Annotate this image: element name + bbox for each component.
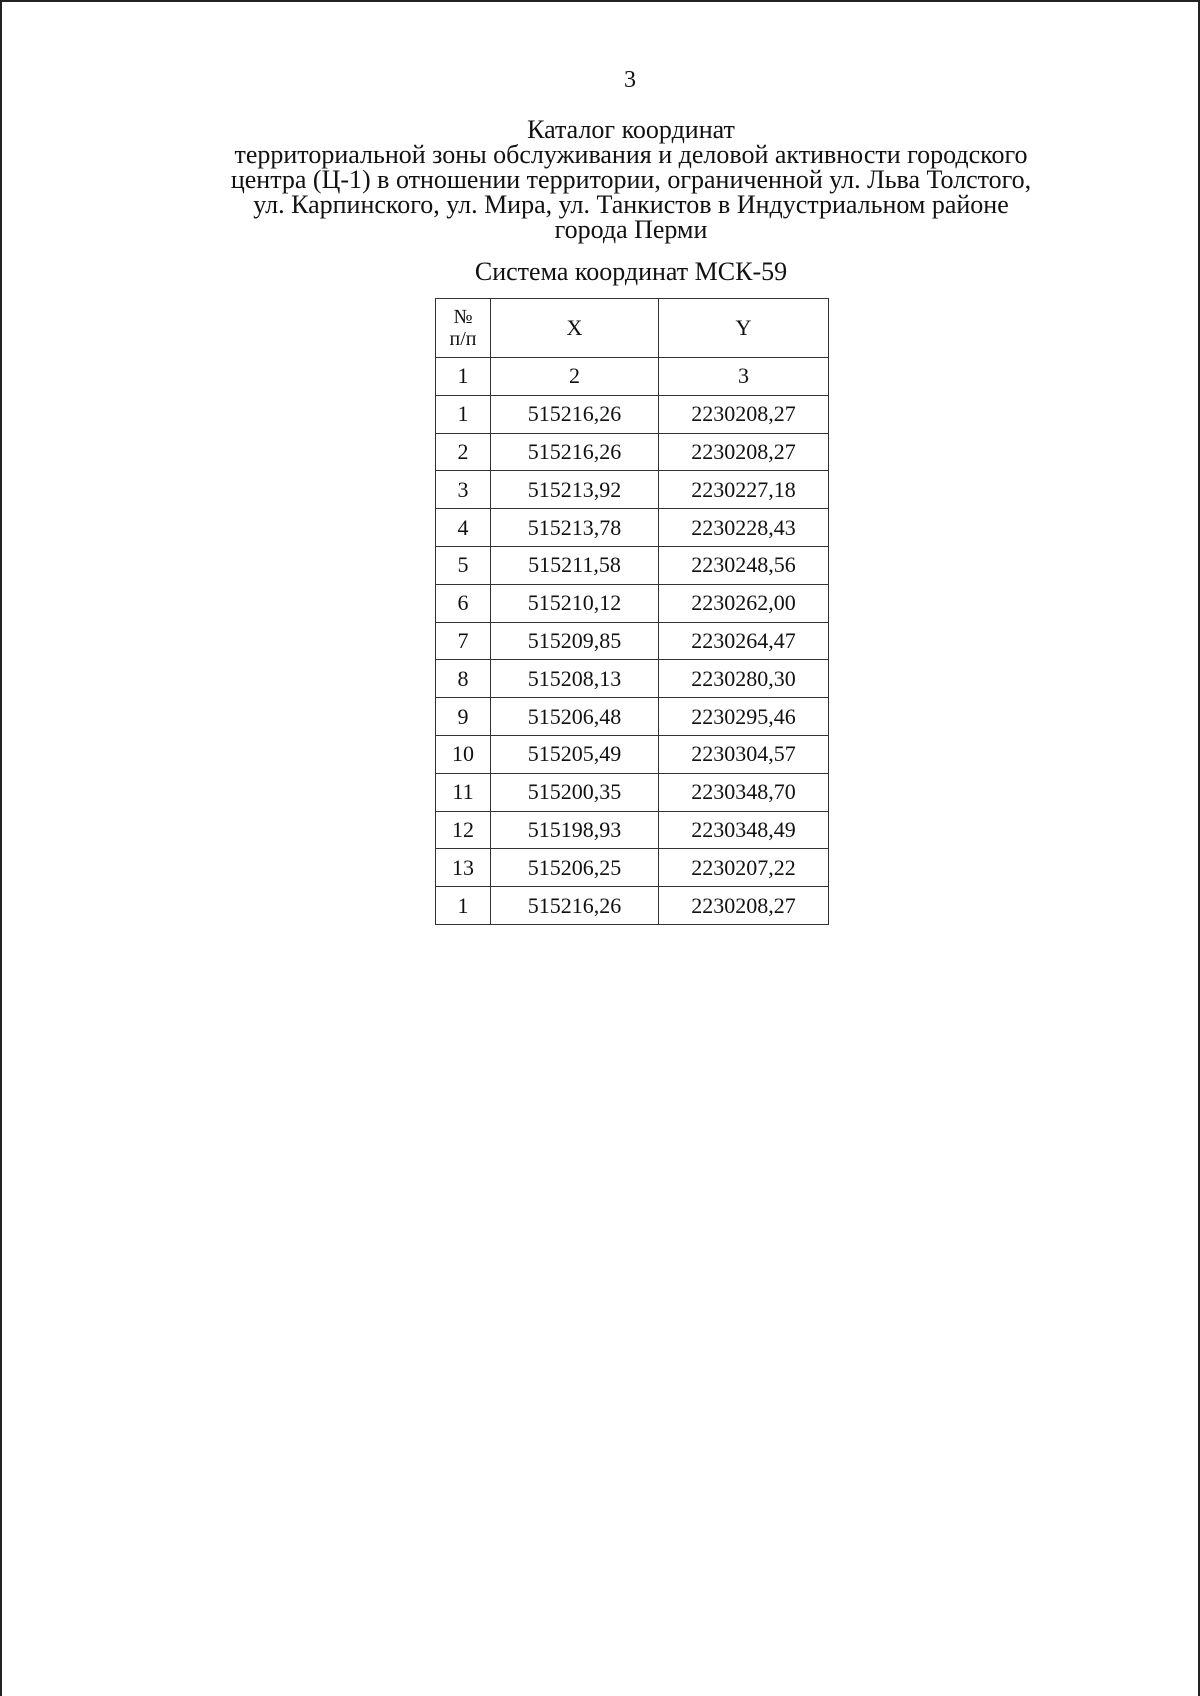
point-number-cell: 7 (436, 622, 491, 660)
point-number-cell: 2 (436, 433, 491, 471)
table-row (436, 887, 829, 925)
point-number-cell: 11 (436, 773, 491, 811)
x-coordinate-cell: 515213,78 (491, 509, 659, 547)
table-row (436, 546, 829, 584)
table-row (436, 773, 829, 811)
x-coordinate-cell: 515198,93 (491, 811, 659, 849)
x-coordinate-cell: 515206,48 (491, 698, 659, 736)
header-x: X (491, 299, 659, 358)
column-number-cell: 1 (436, 358, 491, 396)
point-number-cell: 5 (436, 546, 491, 584)
table-row (436, 660, 829, 698)
table-row (436, 622, 829, 660)
point-number-cell: 1 (436, 395, 491, 433)
title-line: территориальной зоны обслуживания и деловой активности городского (234, 140, 1028, 169)
y-coordinate-cell: 2230304,57 (659, 735, 829, 773)
table-row (436, 584, 829, 622)
title-line: центра (Ц-1) в отношении территории, ограниченной ул. Льва Толстого, (230, 165, 1032, 194)
y-coordinate-cell: 2230208,27 (659, 433, 829, 471)
header-y: Y (659, 299, 829, 358)
column-number-row (436, 358, 829, 396)
table-header-row (436, 299, 829, 358)
point-number-cell: 4 (436, 509, 491, 547)
table-row (436, 471, 829, 509)
table-row (436, 433, 829, 471)
column-number-cell: 3 (659, 358, 829, 396)
x-coordinate-cell: 515205,49 (491, 735, 659, 773)
point-number-cell: 10 (436, 735, 491, 773)
y-coordinate-cell: 2230227,18 (659, 471, 829, 509)
table-row (436, 811, 829, 849)
y-coordinate-cell: 2230228,43 (659, 509, 829, 547)
y-coordinate-cell: 2230208,27 (659, 395, 829, 433)
title-line: ул. Карпинского, ул. Мира, ул. Танкистов в Индустриальном районе (253, 190, 1009, 219)
point-number-cell: 12 (436, 811, 491, 849)
table-row (436, 698, 829, 736)
point-number-cell: 1 (436, 887, 491, 925)
table-row (436, 735, 829, 773)
table-row (436, 509, 829, 547)
coordinate-system-title: Система координат МСК-59 (474, 257, 788, 286)
x-coordinate-cell: 515209,85 (491, 622, 659, 660)
x-coordinate-cell: 515213,92 (491, 471, 659, 509)
y-coordinate-cell: 2230348,70 (659, 773, 829, 811)
document-title (160, 117, 1102, 242)
point-number-cell: 6 (436, 584, 491, 622)
page-number: 3 (624, 67, 636, 93)
x-coordinate-cell: 515216,26 (491, 433, 659, 471)
y-coordinate-cell: 2230295,46 (659, 698, 829, 736)
title-line: города Перми (554, 215, 708, 244)
y-coordinate-cell: 2230208,27 (659, 887, 829, 925)
point-number-cell: 3 (436, 471, 491, 509)
x-coordinate-cell: 515200,35 (491, 773, 659, 811)
x-coordinate-cell: 515216,26 (491, 395, 659, 433)
y-coordinate-cell: 2230262,00 (659, 584, 829, 622)
x-coordinate-cell: 515206,25 (491, 849, 659, 887)
x-coordinate-cell: 515208,13 (491, 660, 659, 698)
table-row (436, 395, 829, 433)
y-coordinate-cell: 2230207,22 (659, 849, 829, 887)
point-number-cell: 8 (436, 660, 491, 698)
table-row (436, 849, 829, 887)
header-number-symbol: № (453, 306, 473, 328)
title-line: Каталог координат (527, 115, 735, 144)
x-coordinate-cell: 515211,58 (491, 546, 659, 584)
y-coordinate-cell: 2230248,56 (659, 546, 829, 584)
page-border-top (0, 0, 1200, 2)
y-coordinate-cell: 2230264,47 (659, 622, 829, 660)
coordinates-table (435, 298, 829, 925)
point-number-cell: 13 (436, 849, 491, 887)
x-coordinate-cell: 515216,26 (491, 887, 659, 925)
table-body (436, 358, 829, 925)
y-coordinate-cell: 2230348,49 (659, 811, 829, 849)
column-number-cell: 2 (491, 358, 659, 396)
y-coordinate-cell: 2230280,30 (659, 660, 829, 698)
page-border-left (0, 0, 2, 1696)
header-number-abbrev: п/п (449, 328, 477, 350)
header-number (436, 299, 491, 358)
point-number-cell: 9 (436, 698, 491, 736)
x-coordinate-cell: 515210,12 (491, 584, 659, 622)
